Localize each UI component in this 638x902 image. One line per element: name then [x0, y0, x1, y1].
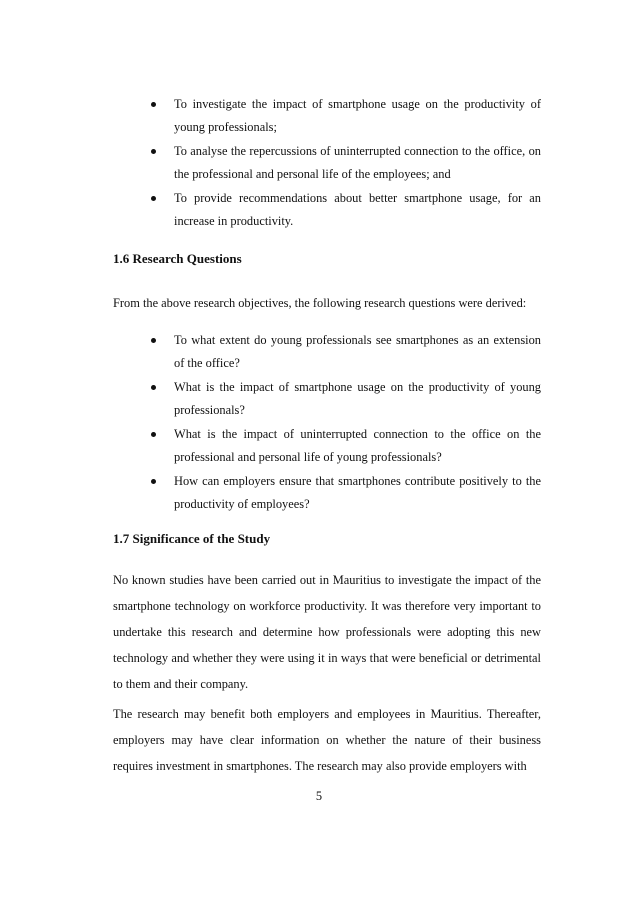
bullet-icon [151, 196, 156, 201]
list-item-text: To investigate the impact of smartphone usage on the productivity of young professionals; [174, 97, 541, 134]
list-item [0, 470, 638, 517]
list-item-text: To what extent do young professionals see smartphones as an extension of the office? [174, 333, 541, 370]
significance-paragraph-2: The research may benefit both employers and employees in Mauritius. Thereafter, employers may have clear information on whether the nature of their business requires investment in smartphones. The research may also provide employers with [113, 707, 541, 773]
list-item [0, 329, 638, 376]
bullet-icon [151, 338, 156, 343]
list-item-text: What is the impact of uninterrupted connection to the office on the professional and personal life of young professionals? [174, 427, 541, 464]
bullet-icon [151, 385, 156, 390]
list-item [0, 187, 638, 234]
section-heading-significance: 1.7 Significance of the Study [113, 531, 271, 546]
list-item-text: To provide recommendations about better smartphone usage, for an increase in productivity. [174, 191, 541, 228]
list-item [0, 376, 638, 423]
research-questions-list [0, 329, 638, 517]
list-item-text: To analyse the repercussions of uninterrupted connection to the office, on the professional and personal life of the employees; and [174, 144, 541, 181]
research-questions-intro: From the above research objectives, the following research questions were derived: [113, 296, 527, 310]
significance-paragraph-1: No known studies have been carried out in Mauritius to investigate the impact of the smartphone technology on workforce productivity. It was therefore very important to undertake this research and determine how professionals were adopting this new technology and whether they were using it in ways that were beneficial or detrimental to them and their company. [113, 573, 541, 691]
bullet-icon [151, 432, 156, 437]
bullet-icon [151, 479, 156, 484]
list-item-text: How can employers ensure that smartphones contribute positively to the productivity of employees? [174, 474, 541, 511]
list-item [0, 140, 638, 187]
objectives-list [0, 93, 638, 234]
section-heading-research-questions: 1.6 Research Questions [113, 251, 242, 266]
list-item [0, 93, 638, 140]
page-number: 5 [315, 789, 323, 803]
bullet-icon [151, 149, 156, 154]
list-item-text: What is the impact of smartphone usage on the productivity of young professionals? [174, 380, 541, 417]
bullet-icon [151, 102, 156, 107]
list-item [0, 423, 638, 470]
